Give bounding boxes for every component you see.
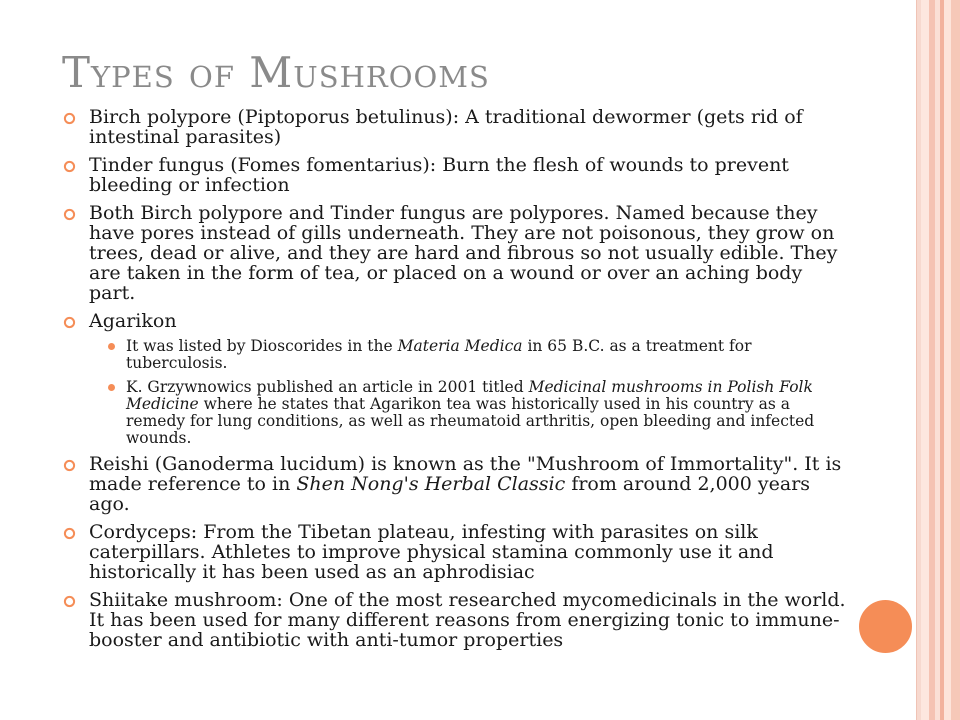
bullet-text: Reishi (Ganoderma lucidum) is known as the "Mushroom of Immortality". It is made reference to in bbox=[89, 453, 842, 495]
circle-outline-bullet-icon bbox=[63, 459, 76, 472]
bullet-text: Shiitake mushroom: One of the most researched mycomedicinals in the world. It has been used for many different reasons from energizing tonic to immune-booster and antibiotic with anti-tumor properties bbox=[89, 589, 846, 651]
decorative-stripe bbox=[921, 0, 929, 720]
book-title: Shen Nong's Herbal Classic bbox=[296, 473, 566, 495]
decorative-stripe bbox=[951, 0, 960, 720]
article-title: Medicinal mushrooms in Polish Folk Medicine bbox=[126, 378, 813, 413]
sub-bullet-text: where he states that Agarikon tea was historically used in his country as a remedy for lung conditions, as well as rheumatoid arthritis, open bleeding and infected wounds. bbox=[126, 395, 815, 447]
circle-outline-bullet-icon bbox=[63, 527, 76, 540]
circle-outline-bullet-icon bbox=[63, 112, 76, 125]
circle-outline-bullet-icon bbox=[63, 160, 76, 173]
sub-bullet-text: It was listed by Dioscorides in the bbox=[126, 337, 398, 355]
bullet-text: Both Birch polypore and Tinder fungus are polypores. Named because they have pores instead of gills underneath. They are not poisonous, they grow on trees, dead or alive, and they are hard and fibrous so not usually edible. They are taken in the form of tea, or placed on a wound or over an aching body part. bbox=[89, 202, 838, 304]
bullet-text: Tinder fungus (Fomes fomentarius): Burn the flesh of wounds to prevent bleeding or infection bbox=[89, 154, 789, 196]
bullet-text: Cordyceps: From the Tibetan plateau, infesting with parasites on silk caterpillars. Athletes to improve physical stamina commonly use it and historically it has been used as an aphrodisiac bbox=[89, 521, 774, 583]
circle-outline-bullet-icon bbox=[63, 595, 76, 608]
sub-bullet-text: K. Grzywnowics published an article in 2001 titled bbox=[126, 378, 529, 396]
bullet-item bbox=[63, 454, 853, 514]
sub-bullet-item bbox=[63, 379, 853, 447]
dot-bullet-icon bbox=[108, 384, 115, 391]
slide-title: Types of Mushrooms bbox=[62, 48, 490, 97]
bullet-item bbox=[63, 311, 853, 331]
bullet-item bbox=[63, 590, 853, 650]
sub-bullet-item bbox=[63, 338, 853, 372]
book-title: Materia Medica bbox=[397, 337, 523, 355]
sub-bullet-text: in 65 B.C. as a treatment for tuberculosis. bbox=[126, 337, 752, 372]
bullet-item bbox=[63, 107, 853, 147]
circle-outline-bullet-icon bbox=[63, 208, 76, 221]
decorative-stripe bbox=[944, 0, 951, 720]
dot-bullet-icon bbox=[108, 343, 115, 350]
bullet-item bbox=[63, 203, 853, 303]
decorative-circle bbox=[857, 598, 914, 655]
bullet-list bbox=[63, 107, 853, 658]
circle-outline-bullet-icon bbox=[63, 316, 76, 329]
bullet-item bbox=[63, 155, 853, 195]
bullet-text: Birch polypore (Piptoporus betulinus): A traditional dewormer (gets rid of intestinal parasites) bbox=[89, 106, 803, 148]
bullet-text: Agarikon bbox=[89, 310, 177, 332]
bullet-text: from around 2,000 years ago. bbox=[89, 473, 811, 515]
bullet-item bbox=[63, 522, 853, 582]
